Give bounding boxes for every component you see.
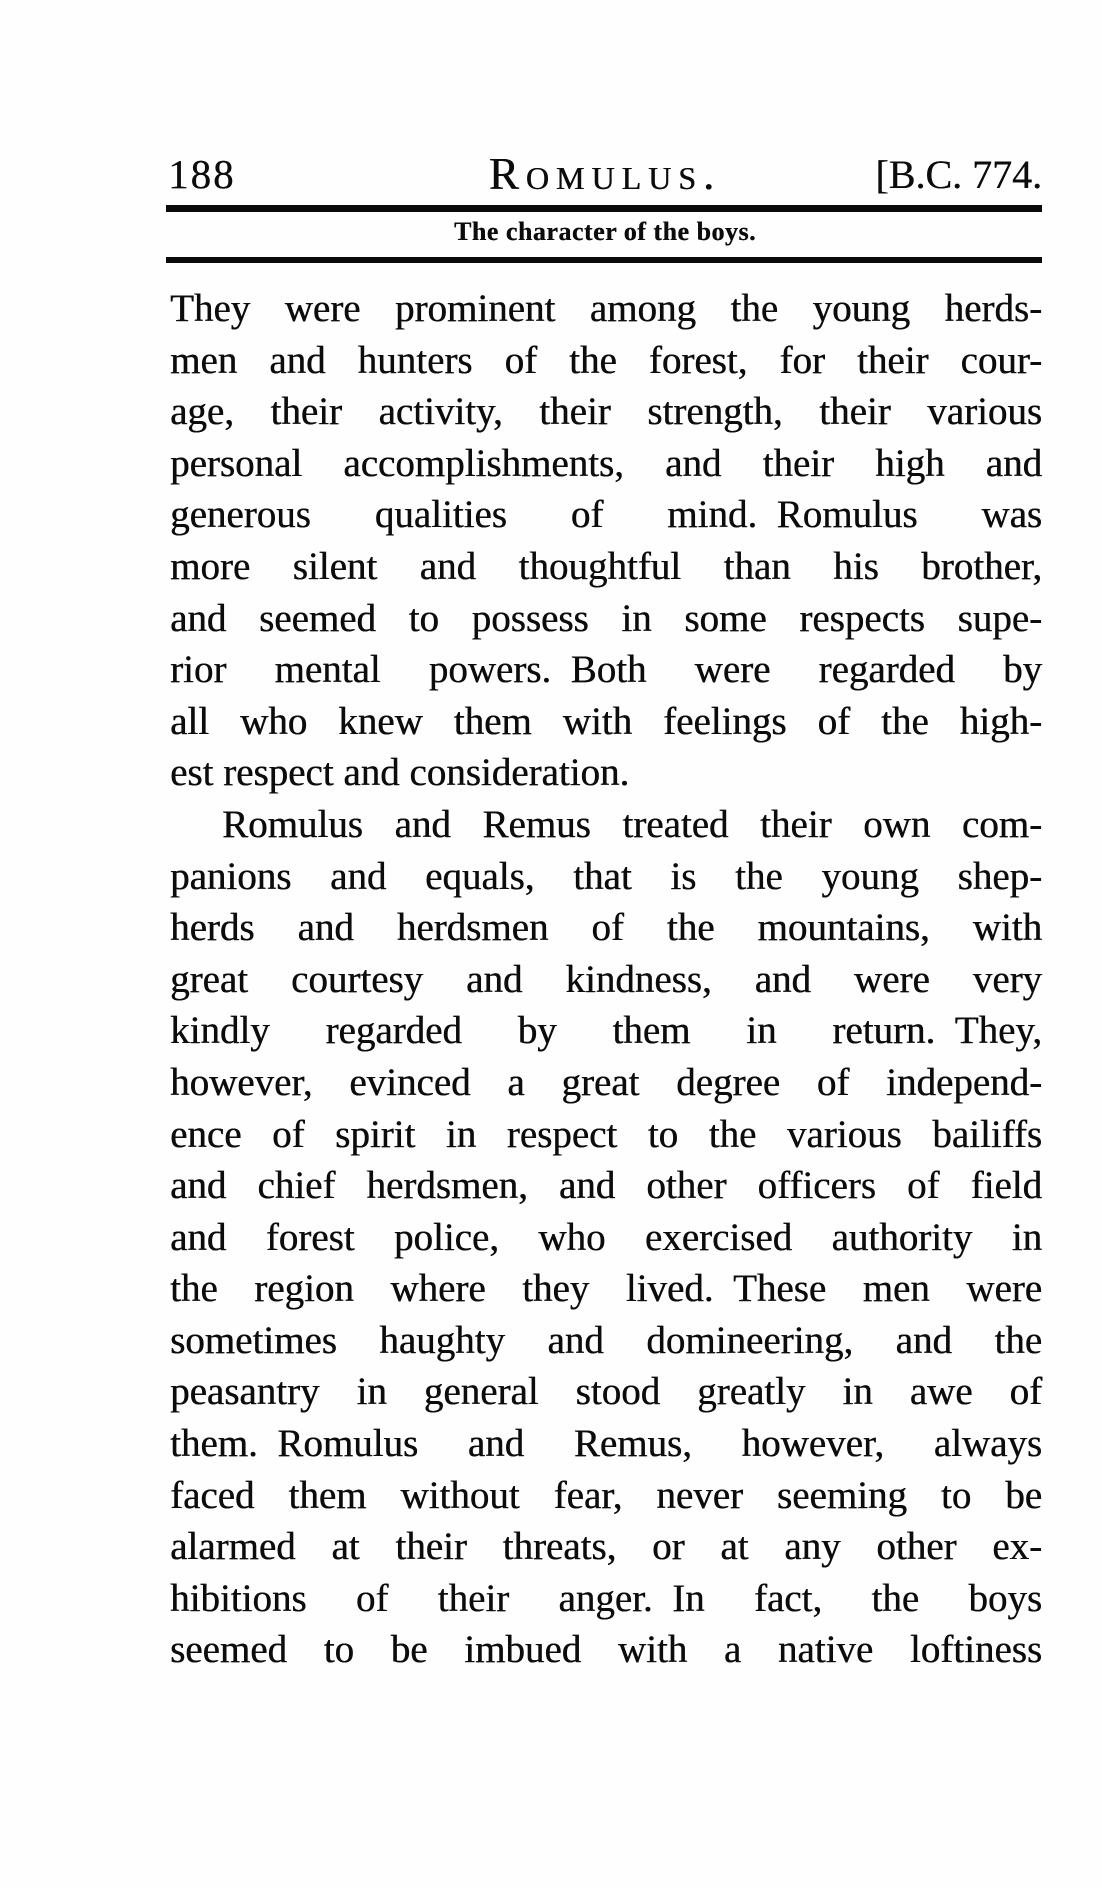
text-line: panions and equals, that is the young shep- — [170, 854, 1042, 898]
text-line: men and hunters of the forest, for their cour- — [170, 338, 1042, 382]
text-line: ence of spirit in respect to the various bailiffs — [170, 1112, 1042, 1156]
text-line: and chief herdsmen, and other officers of field — [170, 1164, 1042, 1208]
text-line: Romulus and Remus treated their own com- — [222, 802, 1042, 846]
text-line: rior mental powers. Both were regarded by — [170, 648, 1042, 692]
text-line: generous qualities of mind. Romulus was — [170, 493, 1042, 537]
text-line: more silent and thoughtful than his brother, — [170, 544, 1042, 588]
text-line: herds and herdsmen of the mountains, with — [170, 906, 1042, 950]
text-line: faced them without fear, never seeming to be — [170, 1473, 1042, 1517]
text-line: They were prominent among the young herds- — [170, 287, 1042, 330]
text-line: all who knew them with feelings of the high- — [170, 699, 1042, 743]
text-line: hibitions of their anger. In fact, the boys — [170, 1576, 1042, 1620]
text-line: sometimes haughty and domineering, and the — [170, 1318, 1042, 1362]
text-line: the region where they lived. These men were — [170, 1267, 1042, 1311]
text-line: seemed to be imbued with a native loftiness — [170, 1628, 1042, 1672]
text-line: them. Romulus and Remus, however, always — [170, 1422, 1042, 1466]
body-text — [170, 283, 1042, 1676]
running-title: Romulus. — [488, 149, 722, 199]
text-line: alarmed at their threats, or at any other ex- — [170, 1525, 1042, 1569]
text-line: peasantry in general stood greatly in awe of — [170, 1370, 1042, 1414]
running-head: The character of the boys. — [453, 217, 757, 246]
header-rule-top — [166, 205, 1042, 212]
text-line: great courtesy and kindness, and were very — [170, 957, 1042, 1001]
paragraph — [170, 283, 1042, 799]
era-label: [B.C. 774. — [875, 152, 1042, 197]
text-line: age, their activity, their strength, their various — [170, 390, 1042, 434]
text-line: kindly regarded by them in return. They, — [170, 1009, 1042, 1053]
page-header — [168, 138, 1042, 200]
text-line: and forest police, who exercised authority in — [170, 1215, 1042, 1259]
text-line: and seemed to possess in some respects supe- — [170, 596, 1042, 640]
header-rule-bottom — [166, 257, 1042, 263]
text-line: however, evinced a great degree of independ- — [170, 1060, 1042, 1104]
text-line: est respect and consideration. — [170, 751, 630, 795]
text-line: personal accomplishments, and their high and — [170, 441, 1042, 485]
paragraph — [170, 799, 1042, 1676]
page-number: 188 — [168, 151, 236, 197]
